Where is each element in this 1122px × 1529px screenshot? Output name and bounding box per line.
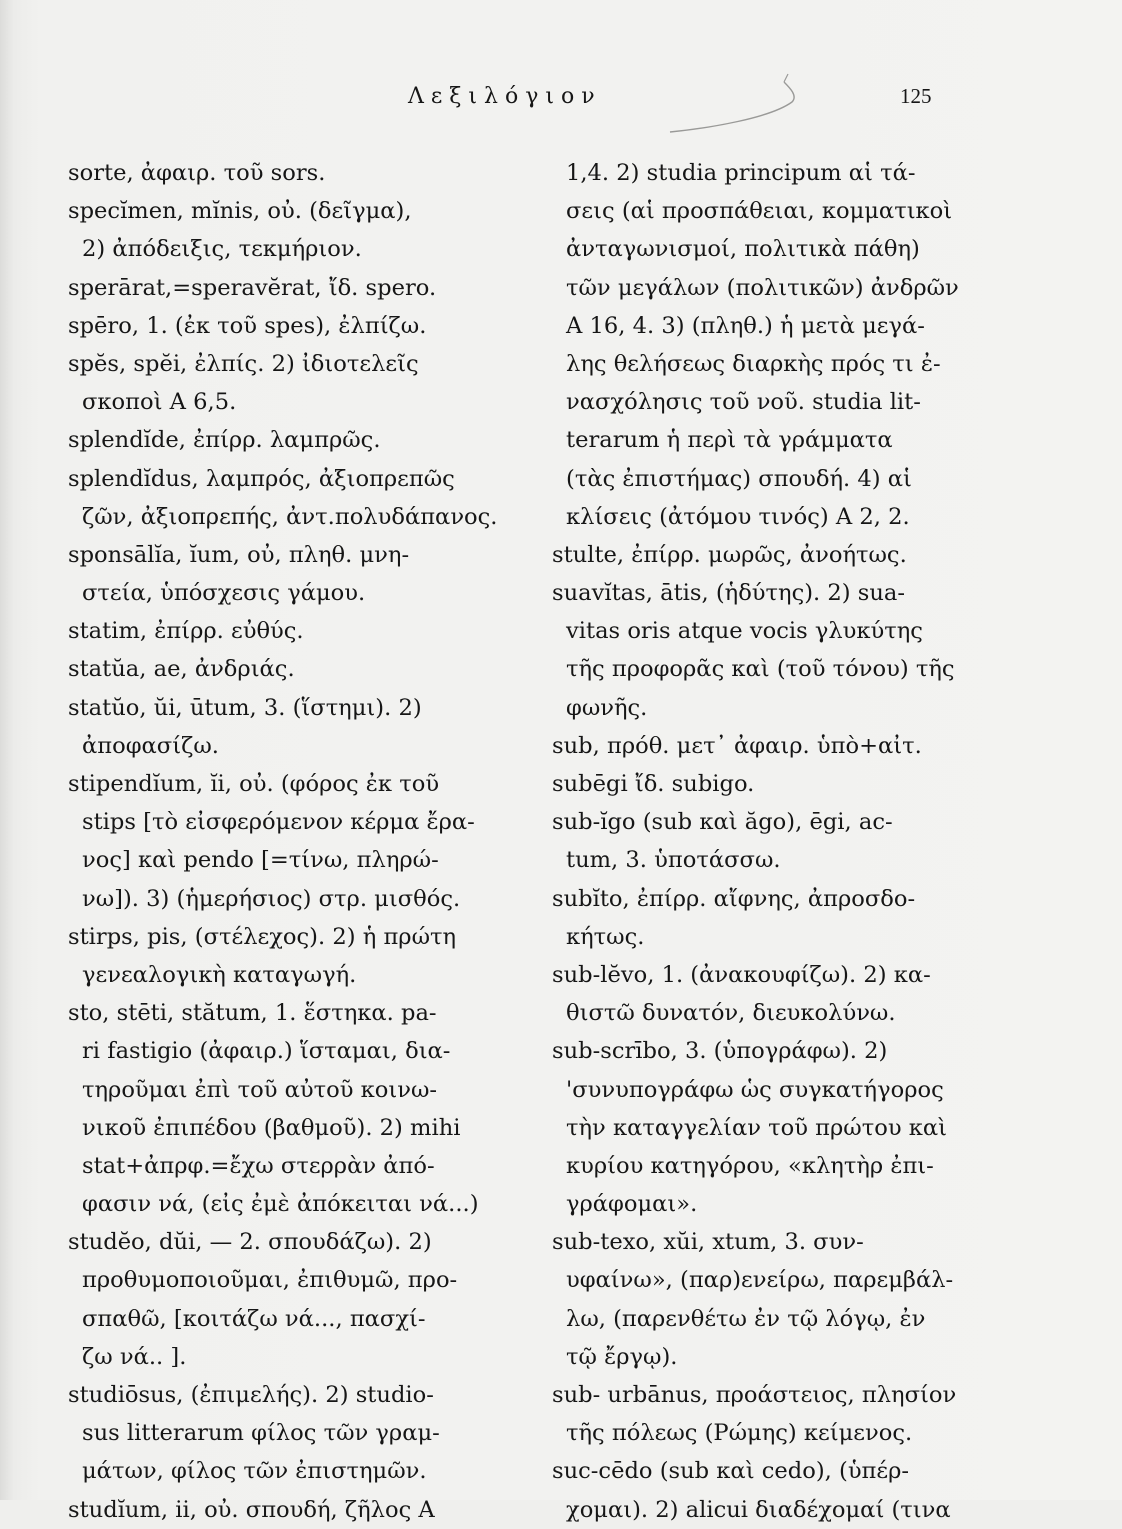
entry-continuation-line: stat+ἀπρφ.=ἔχω στερρὰν ἀπό- (82, 1152, 435, 1179)
entry-headword-line: sub-texo, xŭi, xtum, 3. συν- (552, 1229, 864, 1256)
entry-headword-line: spēro, 1. (ἐκ τοῦ spes), ἐλπίζω. (68, 312, 427, 339)
entry-continuation-line: 2) ἀπόδειξις, τεκμήριον. (82, 236, 362, 263)
entry-continuation-line: τηροῦμαι ἐπὶ τοῦ αὐτοῦ κοινω- (82, 1076, 438, 1103)
entry-continuation-line: τῶν μεγάλων (πολιτικῶν) ἀνδρῶν (566, 274, 959, 301)
entry-continuation-line: Α 16, 4. 3) (πληθ.) ἡ μετὰ μεγά- (566, 312, 925, 339)
entry-headword-line: sponsālĭa, ĭum, οὐ, πληθ. μνη- (68, 541, 410, 568)
entry-continuation-line: terarum ἡ περὶ τὰ γράμματα (566, 427, 893, 454)
entry-headword-line: suavĭtas, ātis, (ἡδύτης). 2) sua- (552, 580, 906, 607)
entry-headword-line: splendĭde, ἐπίρρ. λαμπρῶς. (68, 427, 381, 454)
entry-headword-line: sub, πρόθ. μετ᾽ ἀφαιρ. ὑπὸ+αἰτ. (552, 732, 922, 759)
right-column (552, 154, 990, 1529)
entry-continuation-line: stips [τὸ εἰσφερόμενον κέρμα ἔρα- (82, 809, 475, 836)
entry-continuation-line: νασχόλησις τοῦ νοῦ. studia lit- (566, 389, 921, 416)
entry-continuation-line: θιστῶ δυνατόν, διευκολύνω. (566, 1000, 896, 1027)
entry-continuation-line: υφαίνω», (παρ)ενείρω, παρεμβάλ- (566, 1267, 954, 1294)
entry-continuation-line: μάτων, φίλος τῶν ἐπιστημῶν. (82, 1458, 427, 1485)
entry-continuation-line: λω, (παρενθέτω ἐν τῷ λόγῳ, ἐν (566, 1305, 926, 1332)
entry-continuation-line: σεις (αἱ προσπάθειαι, κομματικοὶ (566, 198, 953, 225)
entry-headword-line: studĭum, ii, οὐ. σπουδή, ζῆλος Α (68, 1496, 435, 1523)
entry-continuation-line: φασιν νά, (εἰς ἐμὲ ἀπόκειται νά...) (82, 1191, 479, 1218)
entry-headword-line: stirps, pis, (στέλεχος). 2) ἡ πρώτη (68, 923, 457, 950)
entry-continuation-line: κλίσεις (ἀτόμου τινός) Α 2, 2. (566, 503, 910, 530)
entry-continuation-line: φωνῆς. (566, 694, 648, 721)
entry-headword-line: stipendĭum, ĭi, οὐ. (φόρος ἐκ τοῦ (68, 771, 440, 797)
entry-continuation-line: στεία, ὑπόσχεσις γάμου. (82, 580, 366, 607)
entry-headword-line: sorte, ἀφαιρ. τοῦ sors. (68, 160, 326, 186)
entry-headword-line: sub-ĭgo (sub καὶ ăgo), ēgi, ac- (552, 809, 893, 836)
entry-continuation-line: λης θελήσεως διαρκὴς πρός τι ἐ- (566, 350, 941, 377)
entry-headword-line: studiōsus, (ἐπιμελής). 2) studio- (68, 1382, 434, 1408)
entry-headword-line: sperārat,=speravĕrat, ἴδ. spero. (68, 274, 437, 301)
entry-continuation-line: σκοποὶ Α 6,5. (82, 389, 237, 416)
entry-headword-line: sub- urbānus, προάστειος, πλησίον (552, 1382, 957, 1408)
entry-continuation-line: σπαθῶ, [κοιτάζω νά..., πασχί- (82, 1305, 426, 1332)
entry-continuation-line: 1,4. 2) studia principum αἱ τά- (566, 160, 916, 186)
entry-continuation-line: κήτως. (566, 923, 645, 950)
left-column (68, 154, 546, 1529)
entry-continuation-line: 'συνυπογράφω ὡς συγκατήγορος (566, 1076, 944, 1103)
entry-headword-line: sto, stēti, stătum, 1. ἕστηκα. pa- (68, 1000, 437, 1027)
entry-continuation-line: τῆς προφορᾶς καὶ (τοῦ τόνου) τῆς (566, 656, 955, 683)
entry-continuation-line: τῆς πόλεως (Ρώμης) κείμενος. (566, 1420, 913, 1447)
entry-headword-line: sub-lĕvo, 1. (ἀνακουφίζω). 2) κα- (552, 961, 931, 988)
entry-headword-line: specĭmen, mĭnis, οὐ. (δεῖγμα), (68, 198, 412, 225)
entry-headword-line: subĭto, ἐπίρρ. αἴφνης, ἀπροσδο- (552, 885, 916, 912)
entry-headword-line: statŭo, ŭi, ūtum, 3. (ἵστημι). 2) (68, 694, 422, 721)
entry-continuation-line: tum, 3. ὑποτάσσω. (566, 847, 781, 874)
running-title: Λεξιλόγιον (408, 84, 602, 109)
entry-continuation-line: τῷ ἔργῳ). (566, 1343, 678, 1370)
entry-continuation-line: νος] καὶ pendo [=τίνω, πληρώ- (82, 847, 439, 874)
entry-continuation-line: νικοῦ ἐπιπέδου (βαθμοῦ). 2) mihi (82, 1114, 461, 1141)
entry-continuation-line: ἀνταγωνισμοί, πολιτικὰ πάθη) (566, 236, 920, 263)
entry-headword-line: statim, ἐπίρρ. εὐθύς. (68, 618, 304, 645)
entry-continuation-line: χομαι). 2) alicui διαδέχομαί (τινα (566, 1496, 951, 1523)
entry-headword-line: statŭa, ae, ἀνδριάς. (68, 656, 295, 683)
entry-continuation-line: ζῶν, ἀξιοπρεπής, ἀντ.πολυδάπανος. (82, 503, 498, 530)
entry-headword-line: spĕs, spĕi, ἐλπίς. 2) ἰδιοτελεῖς (68, 350, 419, 377)
entry-headword-line: stulte, ἐπίρρ. μωρῶς, ἀνοήτως. (552, 541, 907, 568)
pencil-mark-icon (660, 70, 810, 140)
entry-headword-line: subēgi ἴδ. subigo. (552, 771, 755, 797)
entry-continuation-line: ἀποφασίζω. (82, 732, 219, 759)
entry-continuation-line: ζω νά.. ]. (82, 1343, 187, 1370)
entry-continuation-line: ri fastigio (ἀφαιρ.) ἵσταμαι, δια- (82, 1038, 451, 1065)
entry-continuation-line: γενεαλογικὴ καταγωγή. (82, 961, 357, 988)
entry-continuation-line: νω]). 3) (ἡμερήσιος) στρ. μισθός. (82, 885, 461, 912)
entry-continuation-line: τὴν καταγγελίαν τοῦ πρώτου καὶ (566, 1114, 947, 1141)
entry-continuation-line: sus litterarum φίλος τῶν γραμ- (82, 1420, 440, 1447)
entry-headword-line: suc-cēdo (sub καὶ cedo), (ὑπέρ- (552, 1458, 910, 1485)
entry-headword-line: splendĭdus, λαμπρός, ἀξιοπρεπῶς (68, 465, 455, 492)
page-header (0, 84, 1122, 114)
entry-headword-line: studĕo, dŭi, — 2. σπουδάζω). 2) (68, 1229, 432, 1256)
entry-continuation-line: κυρίου κατηγόρου, «κλητὴρ ἐπι- (566, 1152, 934, 1179)
page-number: 125 (900, 84, 932, 108)
entry-continuation-line: προθυμοποιοῦμαι, ἐπιθυμῶ, προ- (82, 1267, 458, 1294)
entry-continuation-line: (τὰς ἐπιστήμας) σπουδή. 4) αἱ (566, 465, 912, 492)
entry-continuation-line: vitas oris atque vocis γλυκύτης (566, 618, 923, 645)
entry-headword-line: sub-scrībo, 3. (ὑπογράφω). 2) (552, 1038, 888, 1065)
entry-continuation-line: γράφομαι». (566, 1191, 698, 1218)
